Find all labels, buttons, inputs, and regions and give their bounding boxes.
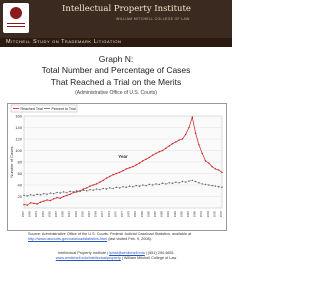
data-point — [188, 180, 190, 182]
page-title-line-2: That Reached a Trial on the Merits — [50, 77, 182, 87]
data-point — [129, 185, 131, 187]
x-tick-label: 1977 — [120, 211, 124, 218]
data-point — [102, 188, 104, 190]
x-tick-label: 2007 — [219, 211, 223, 218]
data-point — [211, 185, 213, 187]
y-tick-label: 140 — [15, 125, 22, 130]
data-point — [43, 193, 45, 195]
data-point — [221, 172, 223, 174]
college-logo — [3, 3, 29, 33]
legend-label: Percent to Trial — [51, 107, 76, 111]
data-point — [96, 188, 98, 190]
data-point — [126, 168, 128, 170]
data-point — [66, 195, 68, 197]
data-point — [30, 202, 32, 204]
y-axis-title: Number of Cases — [9, 146, 14, 178]
x-tick-label: 1973 — [106, 211, 111, 218]
data-point — [155, 153, 157, 155]
data-point — [178, 139, 180, 141]
data-point — [36, 203, 38, 205]
x-tick-label: 2005 — [212, 211, 217, 218]
institute-title: Intellectual Property Institute — [62, 4, 191, 14]
data-point — [33, 195, 35, 197]
data-point — [60, 197, 62, 199]
data-point — [198, 144, 200, 146]
institute-subtitle: WILLIAM MITCHELL COLLEGE OF LAW — [116, 17, 190, 21]
x-tick-label: 2001 — [199, 211, 204, 218]
data-point — [23, 204, 25, 206]
data-point — [182, 138, 184, 140]
data-point — [60, 192, 62, 194]
data-point — [142, 160, 144, 162]
data-point — [201, 183, 203, 185]
data-point — [122, 170, 124, 172]
x-tick-label: 1987 — [153, 211, 157, 218]
x-tick-label: 1985 — [146, 211, 151, 218]
legend-label: Reached Trial — [20, 107, 43, 111]
data-point — [93, 184, 95, 186]
graph-label: Graph N: — [98, 54, 134, 64]
data-point — [162, 150, 164, 152]
footer-org: Intellectual Property Institute | — [58, 251, 109, 255]
data-point — [99, 189, 101, 191]
data-point — [139, 162, 141, 164]
y-tick-label: 60 — [17, 171, 22, 176]
source-prefix: Source: Administrative Office of the U.S. Courts, Federal Judicial Caseload Statistics, available at — [28, 232, 192, 236]
footer-college: | William Mitchell College of Law — [121, 256, 177, 260]
study-title: Mitchell Study on Trademark Litigation — [6, 39, 122, 45]
logo-line — [7, 23, 25, 24]
x-tick-label: 1989 — [159, 211, 164, 218]
data-point — [188, 127, 190, 129]
data-point — [185, 181, 187, 183]
x-tick-label: 1947 — [21, 211, 25, 218]
data-point — [152, 154, 154, 156]
data-point — [99, 181, 101, 183]
data-point — [145, 158, 147, 160]
data-point — [112, 188, 114, 190]
data-point — [168, 145, 170, 147]
data-point — [142, 184, 144, 186]
data-point — [93, 189, 95, 191]
x-tick-label: 1991 — [166, 211, 171, 218]
data-point — [132, 166, 134, 168]
data-point — [86, 190, 88, 192]
data-point — [185, 134, 187, 136]
data-point — [129, 167, 131, 169]
data-point — [168, 182, 170, 184]
y-tick-label: 20 — [17, 194, 22, 199]
x-tick-label: 1959 — [60, 211, 65, 218]
data-point — [89, 185, 91, 187]
x-tick-label: 1999 — [192, 211, 197, 218]
x-tick-label: 1997 — [186, 211, 190, 218]
data-point — [109, 176, 111, 178]
page-subtitle: (Administrative Office of U.S. Courts) — [75, 90, 157, 96]
data-point — [106, 188, 108, 190]
x-tick-label: 1957 — [54, 211, 58, 218]
source-note — [28, 232, 224, 242]
data-point — [50, 200, 52, 202]
data-point — [27, 204, 29, 206]
data-point — [106, 177, 108, 179]
data-point — [165, 147, 167, 149]
data-point — [73, 191, 75, 193]
source-suffix: (last visited Feb. 9, 2008). — [108, 237, 152, 241]
seal-icon — [10, 7, 22, 19]
data-point — [43, 200, 45, 202]
data-point — [119, 172, 121, 174]
data-point — [165, 183, 167, 185]
data-point — [215, 185, 217, 187]
chart-frame — [7, 103, 227, 231]
data-point — [215, 168, 217, 170]
data-point — [149, 157, 151, 159]
x-tick-label: 1961 — [67, 211, 72, 218]
data-point — [195, 181, 197, 183]
x-tick-label: 1965 — [80, 211, 85, 218]
data-point — [175, 141, 177, 143]
footer-contact — [0, 251, 232, 255]
data-point — [102, 180, 104, 182]
y-tick-label: 160 — [15, 113, 22, 119]
data-point — [86, 187, 88, 189]
y-tick-label: 120 — [15, 136, 22, 142]
x-tick-label: 1971 — [100, 211, 105, 218]
data-point — [112, 174, 114, 176]
data-point — [178, 182, 180, 184]
data-point — [23, 195, 25, 197]
data-point — [69, 193, 71, 195]
logo-line — [7, 26, 25, 27]
data-point — [208, 162, 210, 164]
x-tick-label: 1967 — [87, 211, 91, 218]
data-point — [40, 202, 42, 204]
x-axis-title: Year — [118, 154, 128, 159]
data-point — [192, 116, 194, 118]
x-tick-label: 1981 — [133, 211, 138, 218]
data-point — [205, 184, 207, 186]
data-point — [198, 182, 200, 184]
footer-website-link[interactable]: www.wmitchell.edu/intellectualproperty — [55, 256, 121, 260]
x-tick-label: 1993 — [172, 211, 177, 218]
data-point — [116, 187, 118, 189]
data-point — [159, 151, 161, 153]
x-tick-label: 1983 — [139, 211, 144, 218]
x-tick-label: 1955 — [47, 211, 52, 218]
page-title-line-1: Total Number and Percentage of Cases — [41, 65, 191, 75]
data-point — [172, 143, 174, 145]
data-point — [46, 193, 48, 195]
data-point — [159, 184, 161, 186]
data-point — [192, 180, 194, 182]
data-point — [132, 186, 134, 188]
data-point — [218, 186, 220, 188]
data-point — [63, 196, 65, 198]
data-point — [116, 173, 118, 175]
x-tick-label: 1953 — [40, 211, 45, 218]
data-point — [135, 185, 137, 187]
data-point — [53, 198, 55, 200]
data-point — [152, 184, 154, 186]
data-point — [50, 192, 52, 194]
x-tick-label: 1975 — [113, 211, 118, 218]
data-point — [135, 164, 137, 166]
y-tick-label: 100 — [15, 148, 22, 153]
data-point — [201, 153, 203, 155]
data-point — [96, 183, 98, 185]
data-point — [27, 195, 29, 197]
header-band — [0, 38, 232, 47]
data-point — [89, 189, 91, 191]
data-point — [53, 193, 55, 195]
data-point — [208, 184, 210, 186]
header-banner — [0, 0, 232, 47]
data-point — [30, 194, 32, 196]
data-point — [182, 181, 184, 183]
data-point — [221, 187, 223, 189]
x-tick-label: 1979 — [126, 211, 131, 218]
data-point — [175, 181, 177, 183]
x-tick-label: 1949 — [27, 211, 32, 218]
data-point — [109, 187, 111, 189]
data-point — [145, 185, 147, 187]
data-point — [119, 187, 121, 189]
x-tick-label: 1951 — [34, 211, 39, 218]
data-point — [149, 184, 151, 186]
data-point — [40, 194, 42, 196]
data-point — [56, 197, 58, 199]
data-point — [83, 189, 85, 191]
data-point — [218, 169, 220, 171]
data-point — [56, 192, 58, 194]
data-point — [126, 187, 128, 189]
data-point — [63, 191, 65, 193]
data-point — [211, 166, 213, 168]
data-point — [162, 183, 164, 185]
data-point — [76, 190, 78, 192]
footer-web — [0, 256, 232, 260]
data-point — [205, 160, 207, 162]
footer-email-link[interactable]: ipinst@wmitchell.edu — [109, 251, 145, 255]
data-point — [33, 203, 35, 205]
x-tick-label: 1963 — [73, 211, 78, 218]
data-point — [155, 183, 157, 185]
data-point — [139, 185, 141, 187]
data-point — [172, 183, 174, 185]
line-chart — [8, 104, 226, 230]
footer-phone: | (651) 290-6651 — [145, 251, 174, 255]
x-tick-label: 1995 — [179, 211, 184, 218]
data-point — [66, 192, 68, 194]
data-point — [69, 191, 71, 193]
x-tick-label: 1969 — [93, 211, 98, 218]
y-tick-label: 40 — [17, 182, 22, 188]
data-point — [46, 199, 48, 201]
data-point — [79, 191, 81, 193]
source-link[interactable]: http://www.uscourts.gov/caseloadstatistics.html — [28, 237, 108, 241]
y-tick-label: 80 — [17, 159, 22, 165]
data-point — [122, 186, 124, 188]
x-tick-label: 2003 — [205, 211, 210, 218]
data-point — [195, 133, 197, 135]
data-point — [36, 193, 38, 195]
